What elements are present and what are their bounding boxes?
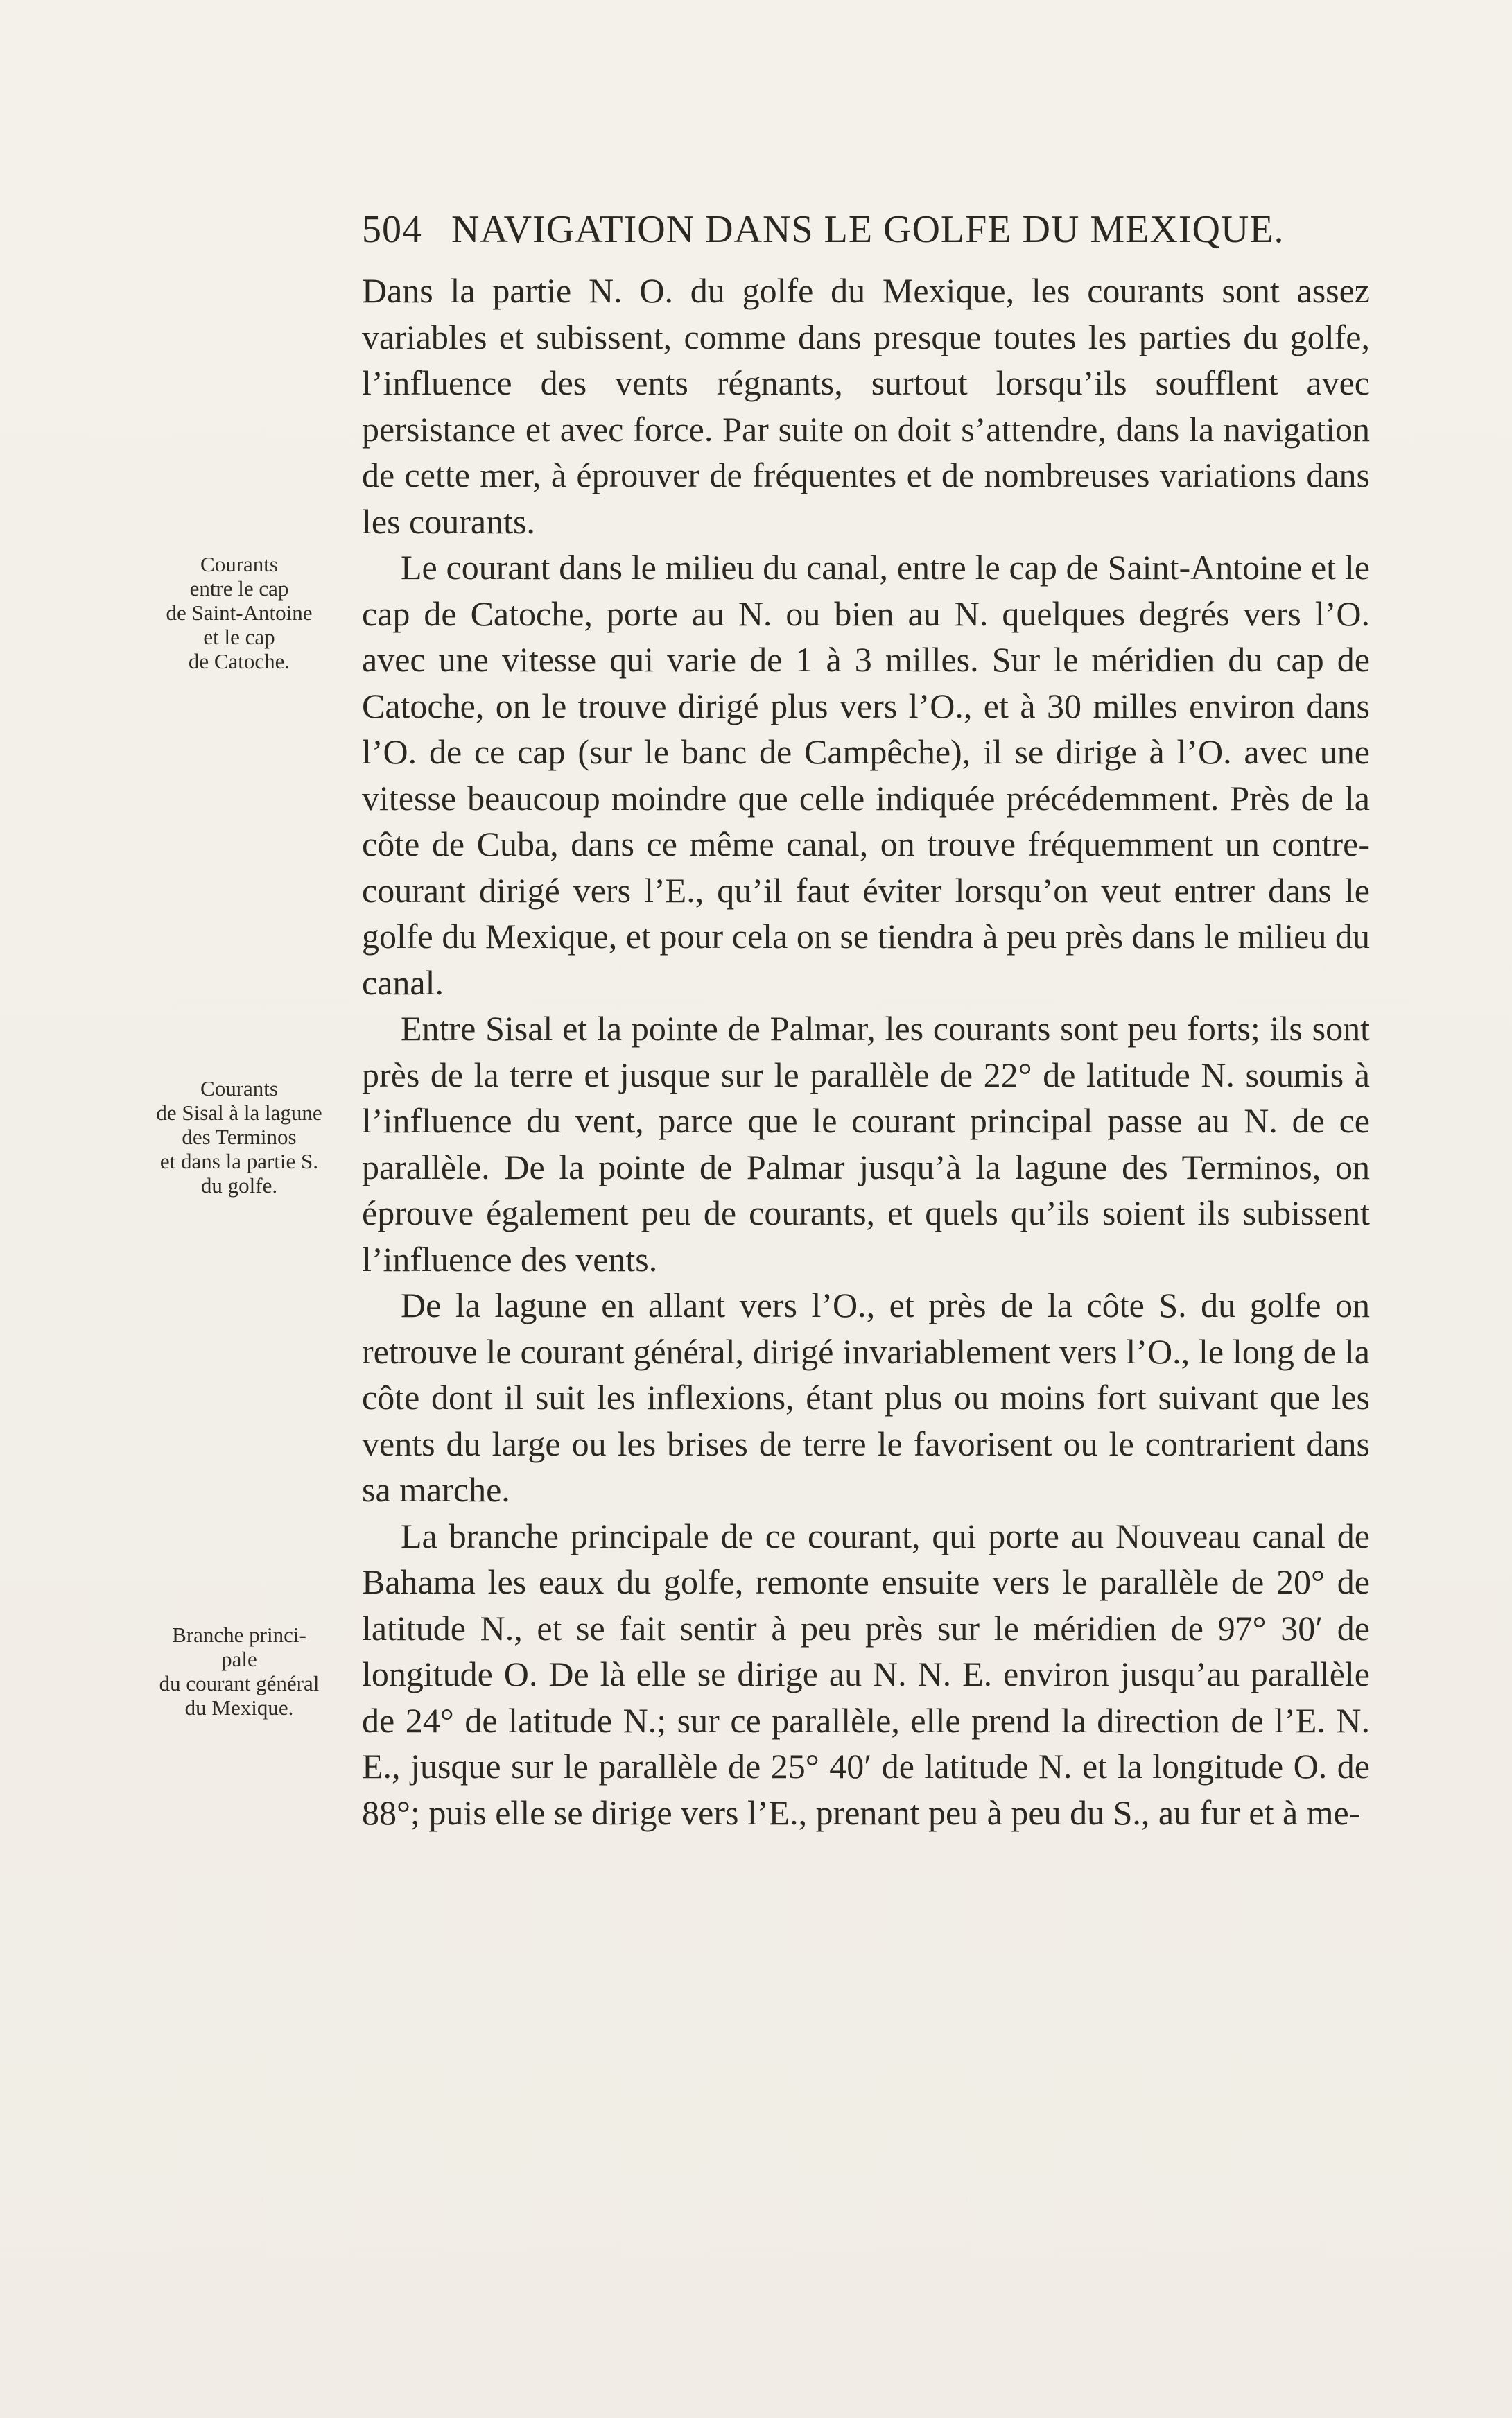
page-number: 504 <box>362 208 422 251</box>
paragraph-3: Entre Sisal et la pointe de Palmar, les courants sont peu forts; ils sont près de la terre et jusque sur le parallèle de 22° de latitude N. soumis à l’influence du vent, parce que le courant principal passe au N. de ce parallèle. De la pointe de Palmar jusqu’à la lagune des Terminos, on éprouve également peu de courants, et quels qu’ils soient ils subissent l’influence des vents. <box>362 1009 1370 1279</box>
paragraph-1: Dans la partie N. O. du golfe du Mexique, les courants sont assez variables et subissent, comme dans presque toutes les parties du golfe, l’influence des vents régnants, surtout lorsqu’ils soufflent avec persistance et avec force. Par suite on doit s’attendre, dans la navigation de cette mer, à éprouver de fréquentes et de nombreuses variations dans les courants. <box>362 271 1370 541</box>
running-header <box>362 205 1285 254</box>
paragraph-5: La branche principale de ce courant, qui porte au Nouveau canal de Bahama les eaux du golfe, remonte ensuite vers le parallèle de 20° de latitude N., et se fait sentir à peu près sur le méridien de 97° 30′ de longitude O. De là elle se dirige au N. N. E. environ jusqu’au parallèle de 24° de latitude N.; sur ce parallèle, elle prend la direction de l’E. N. E., jusque sur le parallèle de 25° 40′ de latitude N. et la longitude O. de 88°; puis elle se dirige vers l’E., prenant peu à peu du S., au fur et à me- <box>362 1516 1370 1832</box>
margin-note-courants-saint-antoine: Courants entre le cap de Saint-Antoine et le cap de Catoche. <box>166 552 313 673</box>
main-text <box>362 268 1370 1836</box>
margin-note-branche-principale: Branche princi- pale du courant général du Mexique. <box>159 1623 320 1720</box>
paragraph-2: Le courant dans le milieu du canal, entre le cap de Saint-Antoine et le cap de Catoche, porte au N. ou bien au N. quelques degrés vers l’O. avec une vitesse qui varie de 1 à 3 milles. Sur le méridien du cap de Catoche, on le trouve dirigé plus vers l’O., et à 30 milles environ dans l’O. de ce cap (sur le banc de Campêche), il se dirige à l’O. avec une vitesse beaucoup moindre que celle indiquée précédemment. Près de la côte de Cuba, dans ce même canal, on trouve fréquemment un contre-courant dirigé vers l’E., qu’il faut éviter lorsqu’on veut entrer dans le golfe du Mexique, et pour cela on se tiendra à peu près dans le milieu du canal. <box>362 548 1370 1002</box>
margin-note-courants-sisal: Courants de Sisal à la lagune des Terminos et dans la partie S. du golfe. <box>156 1076 322 1198</box>
paragraph-4: De la lagune en allant vers l’O., et près de la côte S. du golfe on retrouve le courant général, dirigé invariablement vers l’O., le long de la côte dont il suit les inflexions, étant plus ou moins fort suivant que les vents du large ou les brises de terre le favorisent ou le contrarient dans sa marche. <box>362 1286 1370 1509</box>
running-title: NAVIGATION DANS LE GOLFE DU MEXIQUE. <box>451 208 1285 251</box>
